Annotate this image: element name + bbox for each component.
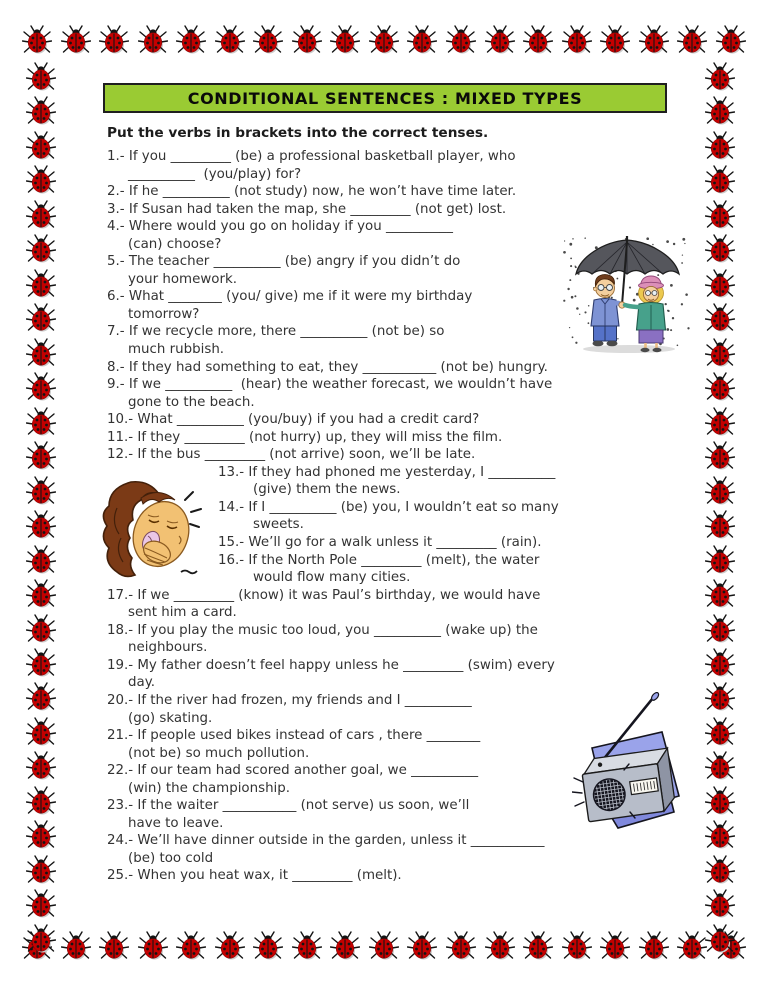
- ladybug-icon: [446, 25, 476, 55]
- exercise-line: (be) too cold: [128, 850, 214, 866]
- ladybug-icon: [600, 25, 630, 55]
- exercise-line: (give) them the news.: [253, 482, 401, 498]
- exercise-line: 19.- My father doesn’t feel happy unless he _________ (swim) every: [107, 657, 555, 673]
- ladybug-icon: [330, 25, 360, 55]
- ladybug-icon: [26, 820, 56, 850]
- ladybug-icon: [705, 924, 735, 954]
- ladybug-icon: [369, 931, 399, 961]
- ladybug-icon: [705, 62, 735, 92]
- instruction-text: Put the verbs in brackets into the correct tenses.: [107, 125, 489, 141]
- ladybug-icon: [562, 25, 592, 55]
- ladybug-icon: [26, 372, 56, 402]
- exercise-line: 2.- If he __________ (not study) now, he won’t have time later.: [107, 184, 517, 200]
- ladybug-icon: [99, 25, 129, 55]
- ladybug-icon: [26, 96, 56, 126]
- ladybug-icon: [26, 407, 56, 437]
- ladybug-icon: [26, 717, 56, 747]
- ladybug-icon: [26, 131, 56, 161]
- ladybug-icon: [677, 931, 707, 961]
- ladybug-icon: [446, 931, 476, 961]
- ladybug-icon: [292, 25, 322, 55]
- exercise-line: sent him a card.: [128, 605, 237, 621]
- ladybug-icon: [705, 682, 735, 712]
- ladybug-icon: [215, 25, 245, 55]
- exercise-line: 20.- If the river had frozen, my friends and I __________: [107, 692, 472, 708]
- ladybug-icon: [26, 338, 56, 368]
- ladybug-icon: [292, 931, 322, 961]
- exercise-line: 24.- We’ll have dinner outside in the garden, unless it ___________: [107, 833, 545, 849]
- ladybug-icon: [26, 579, 56, 609]
- exercise-line: 4.- Where would you go on holiday if you __________: [107, 219, 453, 235]
- ladybug-icon: [705, 510, 735, 540]
- ladybug-icon: [26, 303, 56, 333]
- ladybug-icon: [26, 200, 56, 230]
- ladybug-icon: [485, 25, 515, 55]
- ladybug-icon: [26, 924, 56, 954]
- ladybug-icon: [705, 751, 735, 781]
- ladybug-icon: [705, 372, 735, 402]
- exercise-line: 16.- If the North Pole _________ (melt), the water: [218, 552, 540, 568]
- ladybug-icon: [705, 407, 735, 437]
- exercise-line: (go) skating.: [128, 710, 213, 726]
- ladybug-border-left: [26, 62, 56, 954]
- ladybug-icon: [639, 931, 669, 961]
- ladybug-icon: [705, 338, 735, 368]
- ladybug-icon: [215, 931, 245, 961]
- ladybug-icon: [61, 931, 91, 961]
- ladybug-icon: [26, 855, 56, 885]
- ladybug-icon: [138, 931, 168, 961]
- ladybug-icon: [26, 786, 56, 816]
- exercise-line: __________ (you/play) for?: [128, 166, 302, 182]
- exercise-line: 23.- If the waiter ___________ (not serve) us soon, we’ll: [107, 798, 470, 814]
- ladybug-icon: [407, 931, 437, 961]
- ladybug-icon: [705, 96, 735, 126]
- ladybug-icon: [705, 165, 735, 195]
- ladybug-icon: [369, 25, 399, 55]
- ladybug-icon: [26, 441, 56, 471]
- ladybug-icon: [99, 931, 129, 961]
- exercise-line: 5.- The teacher __________ (be) angry if you didn’t do: [107, 254, 461, 270]
- ladybug-icon: [176, 931, 206, 961]
- exercise-line: 3.- If Susan had taken the map, she _________ (not get) lost.: [107, 201, 507, 217]
- exercise-line: 13.- If they had phoned me yesterday, I __________: [218, 464, 556, 480]
- ladybug-icon: [22, 25, 52, 55]
- radio-image: [572, 692, 684, 834]
- ladybug-icon: [26, 234, 56, 264]
- ladybug-icon: [705, 579, 735, 609]
- page-title: [103, 83, 667, 113]
- ladybug-icon: [705, 820, 735, 850]
- ladybug-icon: [138, 25, 168, 55]
- ladybug-icon: [26, 165, 56, 195]
- ladybug-icon: [26, 510, 56, 540]
- ladybug-icon: [716, 25, 746, 55]
- ladybug-icon: [253, 931, 283, 961]
- ladybug-border-bottom: [22, 931, 746, 961]
- page-title-text: CONDITIONAL SENTENCES : MIXED TYPES: [187, 88, 583, 108]
- ladybug-icon: [61, 25, 91, 55]
- ladybug-icon: [26, 545, 56, 575]
- exercise-line: 7.- If we recycle more, there __________ (not be) so: [107, 324, 445, 340]
- ladybug-icon: [705, 648, 735, 678]
- exercise-line: sweets.: [253, 517, 304, 533]
- listening-woman-image: [97, 478, 207, 588]
- exercise-line: tomorrow?: [128, 306, 200, 322]
- exercise-line: 18.- If you play the music too loud, you __________ (wake up) the: [107, 622, 538, 638]
- ladybug-icon: [407, 25, 437, 55]
- exercise-line: (win) the championship.: [128, 780, 291, 796]
- exercise-line: 6.- What ________ (you/ give) me if it were my birthday: [107, 289, 473, 305]
- exercise-line: much rubbish.: [128, 342, 225, 358]
- ladybug-icon: [523, 931, 553, 961]
- ladybug-icon: [705, 786, 735, 816]
- exercise-line: 10.- What __________ (you/buy) if you had a credit card?: [107, 412, 480, 428]
- ladybug-icon: [26, 476, 56, 506]
- ladybug-icon: [677, 25, 707, 55]
- ladybug-icon: [705, 545, 735, 575]
- exercise-line: have to leave.: [128, 815, 224, 831]
- ladybug-icon: [705, 200, 735, 230]
- ladybug-icon: [562, 931, 592, 961]
- ladybug-border-top: [22, 25, 746, 55]
- ladybug-icon: [705, 476, 735, 506]
- exercise-line: 8.- If they had something to eat, they ___________ (not be) hungry.: [107, 359, 548, 375]
- exercise-line: 11.- If they _________ (not hurry) up, they will miss the film.: [107, 429, 503, 445]
- ladybug-icon: [705, 131, 735, 161]
- ladybug-icon: [705, 269, 735, 299]
- exercise-line: 15.- We’ll go for a walk unless it _________ (rain).: [218, 535, 542, 551]
- ladybug-icon: [705, 855, 735, 885]
- ladybug-icon: [485, 931, 515, 961]
- ladybug-icon: [330, 931, 360, 961]
- ladybug-icon: [26, 62, 56, 92]
- ladybug-icon: [705, 441, 735, 471]
- exercise-line: 14.- If I __________ (be) you, I wouldn’t eat so many: [218, 499, 559, 515]
- ladybug-icon: [26, 648, 56, 678]
- ladybug-icon: [26, 682, 56, 712]
- ladybug-icon: [26, 614, 56, 644]
- ladybug-icon: [26, 889, 56, 919]
- exercise-line: your homework.: [128, 271, 237, 287]
- ladybug-icon: [705, 889, 735, 919]
- exercise-line: 17.- If we _________ (know) it was Paul’s birthday, we would have: [107, 587, 541, 603]
- exercise-line: would flow many cities.: [253, 570, 411, 586]
- ladybug-border-right: [705, 62, 735, 954]
- exercise-line: neighbours.: [128, 640, 208, 656]
- ladybug-icon: [705, 303, 735, 333]
- ladybug-icon: [705, 614, 735, 644]
- ladybug-icon: [176, 25, 206, 55]
- exercise-line: (can) choose?: [128, 236, 222, 252]
- exercise-line: gone to the beach.: [128, 394, 255, 410]
- ladybug-icon: [253, 25, 283, 55]
- ladybug-icon: [705, 234, 735, 264]
- exercise-line: day.: [128, 675, 155, 691]
- ladybug-icon: [705, 717, 735, 747]
- ladybug-icon: [26, 751, 56, 781]
- exercise-line: 9.- If we __________ (hear) the weather forecast, we wouldn’t have: [107, 377, 553, 393]
- exercise-line: 1.- If you _________ (be) a professional basketball player, who: [107, 149, 516, 164]
- exercise-line: 12.- If the bus _________ (not arrive) soon, we’ll be late.: [107, 447, 476, 463]
- ladybug-icon: [600, 931, 630, 961]
- exercise-line: 22.- If our team had scored another goal, we __________: [107, 763, 479, 779]
- ladybug-icon: [26, 269, 56, 299]
- ladybug-icon: [523, 25, 553, 55]
- couple-under-umbrella-image: [561, 233, 693, 355]
- exercise-line: 21.- If people used bikes instead of cars , there ________: [107, 728, 481, 744]
- exercise-line: 25.- When you heat wax, it _________ (melt).: [107, 868, 402, 884]
- ladybug-icon: [639, 25, 669, 55]
- exercise-line: (not be) so much pollution.: [128, 745, 310, 761]
